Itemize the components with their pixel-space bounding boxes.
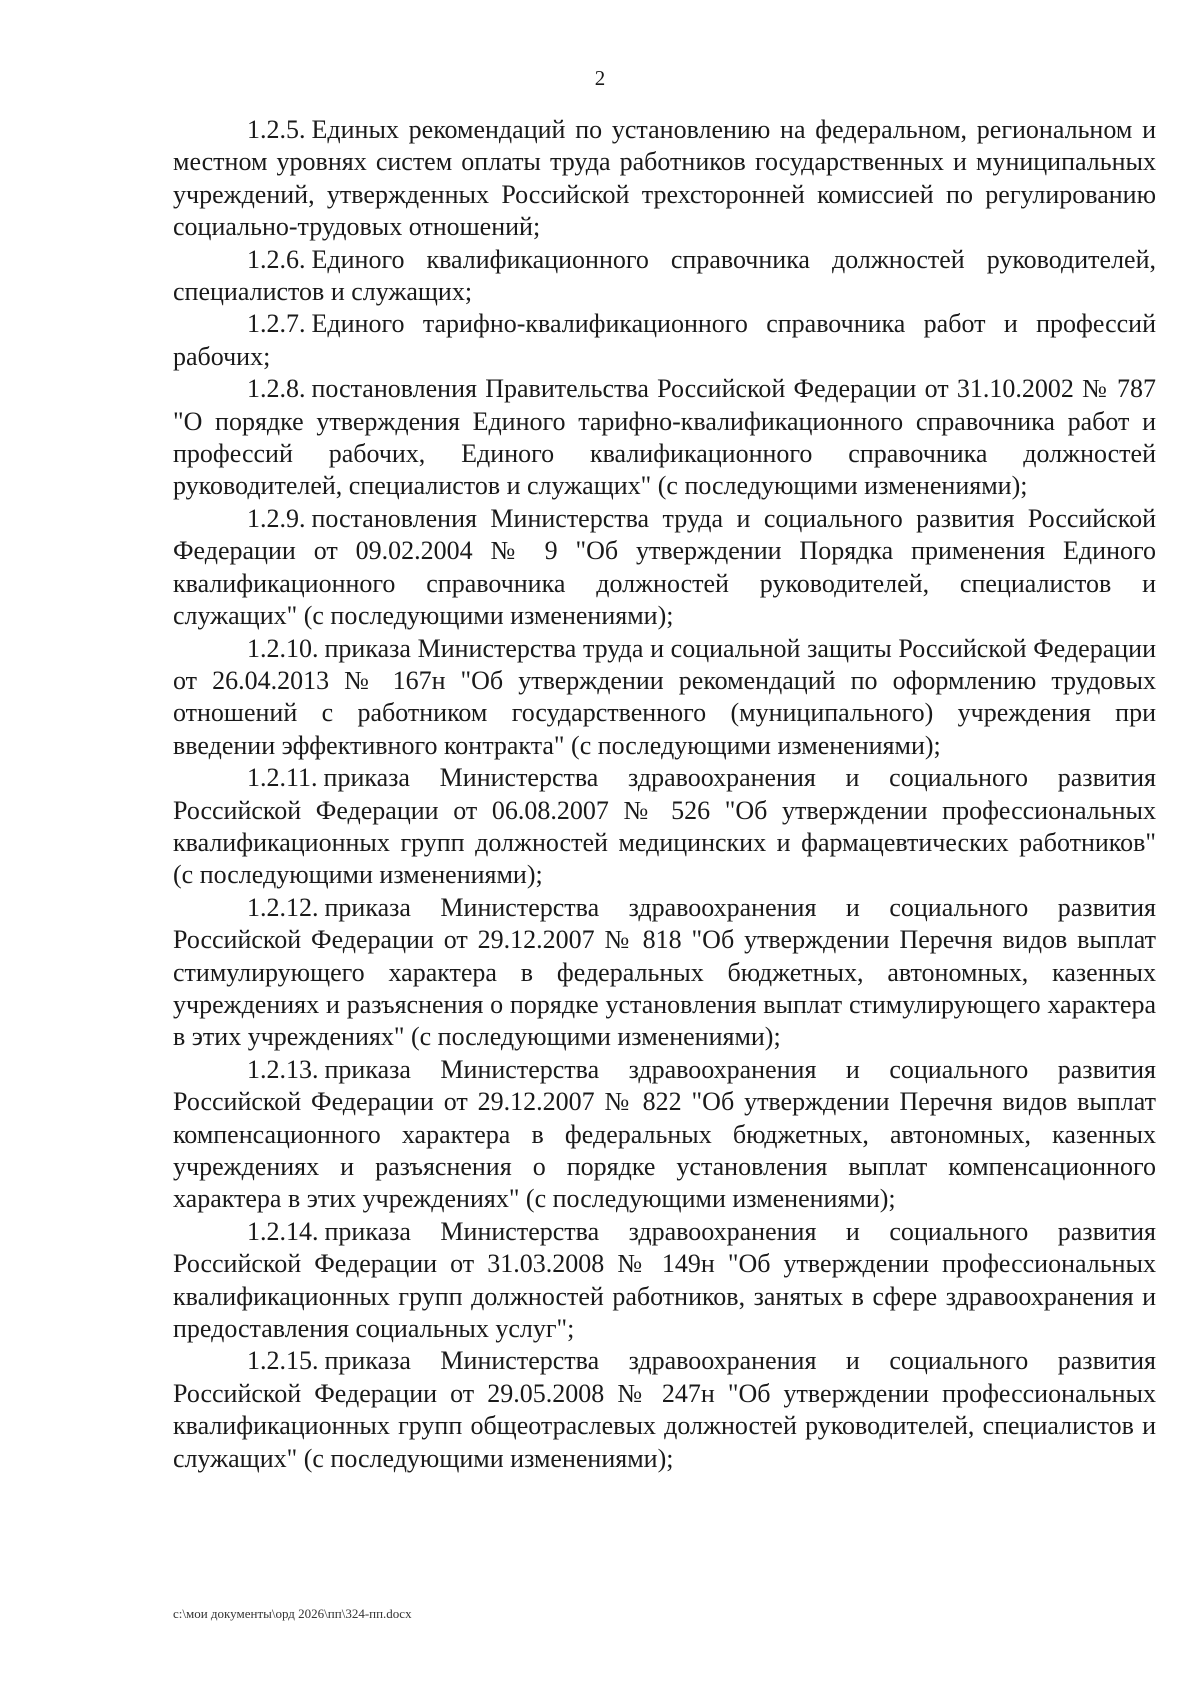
item-number: 1.2.9. (247, 503, 306, 533)
paragraph-1-2-8 (173, 373, 1156, 503)
paragraph-1-2-6 (173, 244, 1156, 309)
item-number: 1.2.6. (247, 244, 306, 274)
paragraph-1-2-5 (173, 114, 1156, 244)
paragraph-1-2-13 (173, 1054, 1156, 1216)
page-number: 2 (594, 66, 606, 90)
paragraph-1-2-12 (173, 892, 1156, 1054)
paragraph-text: приказа Министерства здравоохранения и социального развития Российской Федерации от 29.12.2007 № 822 "Об утверждении Перечня видов выплат компенсационного характера в федеральных бюджетных, автономных, казенных учреждениях и разъяснения о порядке установления выплат компенсационного характера в этих учреждениях" (с последующими изменениями); (173, 1054, 1156, 1214)
paragraph-1-2-10 (173, 633, 1156, 763)
paragraph-text: приказа Министерства здравоохранения и социального развития Российской Федерации от 29.12.2007 № 818 "Об утверждении Перечня видов выплат стимулирующего характера в федеральных бюджетных, автономных, казенных учреждениях и разъяснения о порядке установления выплат стимулирующего характера в этих учреждениях" (с последующими изменениями); (173, 892, 1156, 1052)
paragraph-text: приказа Министерства здравоохранения и социального развития Российской Федерации от 06.08.2007 № 526 "Об утверждении профессиональных квалификационных групп должностей медицинских и фармацевтических работников" (с последующими изменениями); (173, 763, 1156, 890)
paragraph-1-2-14 (173, 1216, 1156, 1346)
paragraph-text: приказа Министерства труда и социальной защиты Российской Федерации от 26.04.2013 № 167н "Об утверждении рекомендаций по оформлению трудовых отношений с работником государственного (муниципального) учреждения при введении эффективного контракта" (с последующими изменениями); (173, 633, 1156, 760)
item-number: 1.2.5. (247, 115, 306, 144)
item-number: 1.2.14. (247, 1216, 319, 1246)
item-number: 1.2.13. (247, 1054, 319, 1084)
paragraph-1-2-15 (173, 1345, 1156, 1475)
paragraph-text: Единого тарифно-квалификационного справочника работ и профессий рабочих; (173, 309, 1156, 371)
paragraph-text: Единых рекомендаций по установлению на федеральном, региональном и местном уровнях систем оплаты труда работников государственных и муниципальных учреждений, утвержденных Российской трехсторонней комиссией по регулированию социально-трудовых отношений; (173, 115, 1156, 242)
footer-file-path: c:\мои документы\орд 2026\пп\324-пп.docx (173, 1606, 412, 1621)
paragraph-1-2-9 (173, 503, 1156, 633)
paragraph-text: Единого квалификационного справочника должностей руководителей, специалистов и служащих; (173, 244, 1156, 307)
item-number: 1.2.7. (247, 309, 306, 339)
item-number: 1.2.15. (247, 1346, 319, 1376)
paragraph-1-2-11 (173, 762, 1156, 892)
paragraph-text: приказа Министерства здравоохранения и социального развития Российской Федерации от 31.03.2008 № 149н "Об утверждении профессиональных квалификационных групп должностей работников, занятых в сфере здравоохранения и предоставления социальных услуг"; (173, 1216, 1156, 1344)
paragraph-1-2-7 (173, 308, 1156, 373)
paragraph-text: постановления Министерства труда и социального развития Российской Федерации от 09.02.2004 № 9 "Об утверждении Порядка применения Единого квалификационного справочника должностей руководителей, специалистов и служащих" (с последующими изменениями); (173, 503, 1156, 631)
paragraph-text: приказа Министерства здравоохранения и социального развития Российской Федерации от 29.05.2008 № 247н "Об утверждении профессиональных квалификационных групп общеотраслевых должностей руководителей, специалистов и служащих" (с последующими изменениями); (173, 1346, 1156, 1473)
item-number: 1.2.10. (247, 633, 319, 663)
item-number: 1.2.11. (247, 763, 318, 793)
document-body (173, 114, 1156, 1475)
paragraph-text: постановления Правительства Российской Федерации от 31.10.2002 № 787 "О порядке утверждения Единого тарифно-квалификационного справочника работ и профессий рабочих, Единого квалификационного справочника должностей руководителей, специалистов и служащих" (с последующими изменениями); (173, 374, 1156, 501)
item-number: 1.2.8. (247, 374, 306, 404)
item-number: 1.2.12. (247, 892, 319, 922)
